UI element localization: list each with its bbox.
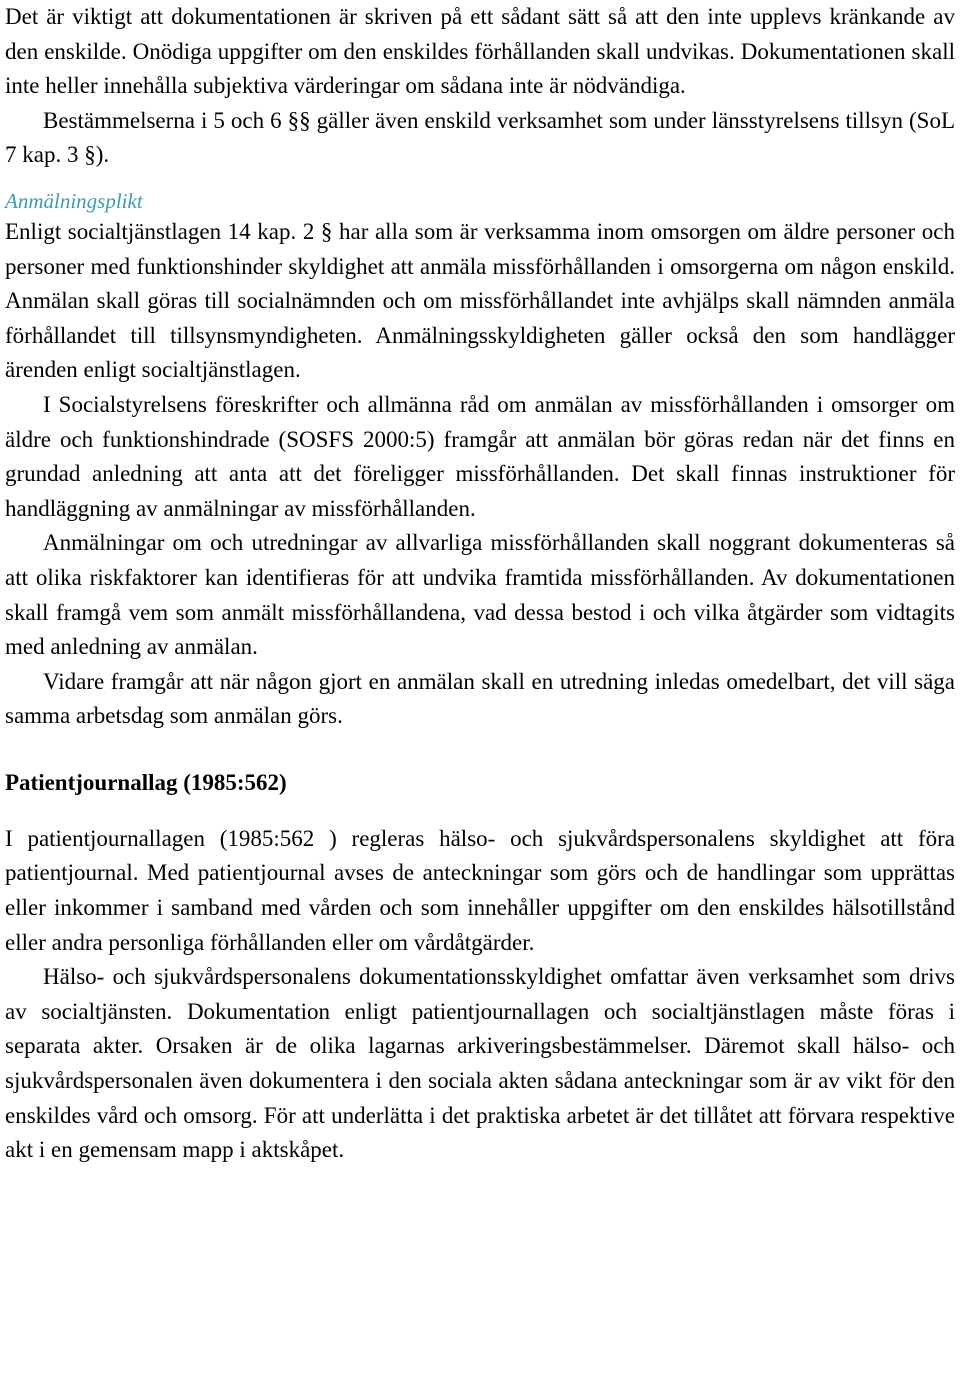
paragraph-anmalningar: Anmälningar om och utredningar av allvarliga missförhållanden skall noggrant dokumenteras så att olika riskfaktorer kan identifieras för att undvika framtida missförhållanden. Av dokumentationen skall framgå vem som anmält missförhållandena, vad dessa bestod i och vilka åtgärder som vidtagits med anledning av anmälan. xyxy=(5,530,955,660)
paragraph-halso-sjukvard: Hälso- och sjukvårdspersonalens dokumentationsskyldighet omfattar även verksamhet som drivs av socialtjänsten. Dokumentation enligt patientjournallagen och socialtjänstlagen måste föras i separata akter. Orsaken är de olika lagarnas arkiveringsbestämmelser. Däremot skall hälso- och sjukvårdspersonalen även dokumentera i den sociala akten sådana anteckningar som är av vikt för den enskildes vård och omsorg. För att underlätta i det praktiska arbetet är det tillåtet att förvara respektive akt i en gemensam mapp i aktskåpet. xyxy=(5,964,955,1163)
paragraph-patientjournallagen: I patientjournallagen (1985:562 ) regleras hälso- och sjukvårdspersonalens skyldighet att föra patientjournal. Med patientjournal avses de anteckningar som görs och de handlingar som upprättas eller inkommer i samband med vården och som innehåller uppgifter om den enskildes hälsotillstånd eller andra personliga förhållanden eller om vårdåtgärder. xyxy=(5,825,955,955)
subheading-anmalningsplikt: Anmälningsplikt xyxy=(5,188,143,213)
document-page xyxy=(5,0,955,1168)
paragraph-socialstyrelsen: I Socialstyrelsens föreskrifter och allmänna råd om anmälan av missförhållanden i omsorger om äldre och funktionshindrade (SOSFS 2000:5) framgår att anmälan bör göras redan när det finns en grundad anledning att anta att det föreligger missförhållanden. Det skall finnas instruktioner för handläggning av anmälningar av missförhållanden. xyxy=(5,391,955,521)
paragraph-bestammelserna: Bestämmelserna i 5 och 6 §§ gäller även enskild verksamhet som under länsstyrelsens tillsyn (SoL 7 kap. 3 §). xyxy=(5,107,955,168)
paragraph-dokumentation: Det är viktigt att dokumentationen är skriven på ett sådant sätt så att den inte upplevs kränkande av den enskilde. Onödiga uppgifter om den enskildes förhållanden skall undvikas. Dokumentationen skall inte heller innehålla subjektiva värderingar om sådana inte är nödvändiga. xyxy=(5,4,955,99)
section-heading-patientjournallag: Patientjournallag (1985:562) xyxy=(5,769,287,795)
paragraph-socialtjanstlagen: Enligt socialtjänstlagen 14 kap. 2 § har alla som är verksamma inom omsorgen om äldre personer och personer med funktionshinder skyldighet att anmäla missförhållanden i omsorgerna om någon enskild. Anmälan skall göras till socialnämnden och om missförhållandet inte avhjälps skall nämnden anmäla förhållandet till tillsynsmyndigheten. Anmälningsskyldigheten gäller också den som handlägger ärenden enligt socialtjänstlagen. xyxy=(5,218,955,383)
paragraph-vidare: Vidare framgår att när någon gjort en anmälan skall en utredning inledas omedelbart, det vill säga samma arbetsdag som anmälan görs. xyxy=(5,668,955,729)
